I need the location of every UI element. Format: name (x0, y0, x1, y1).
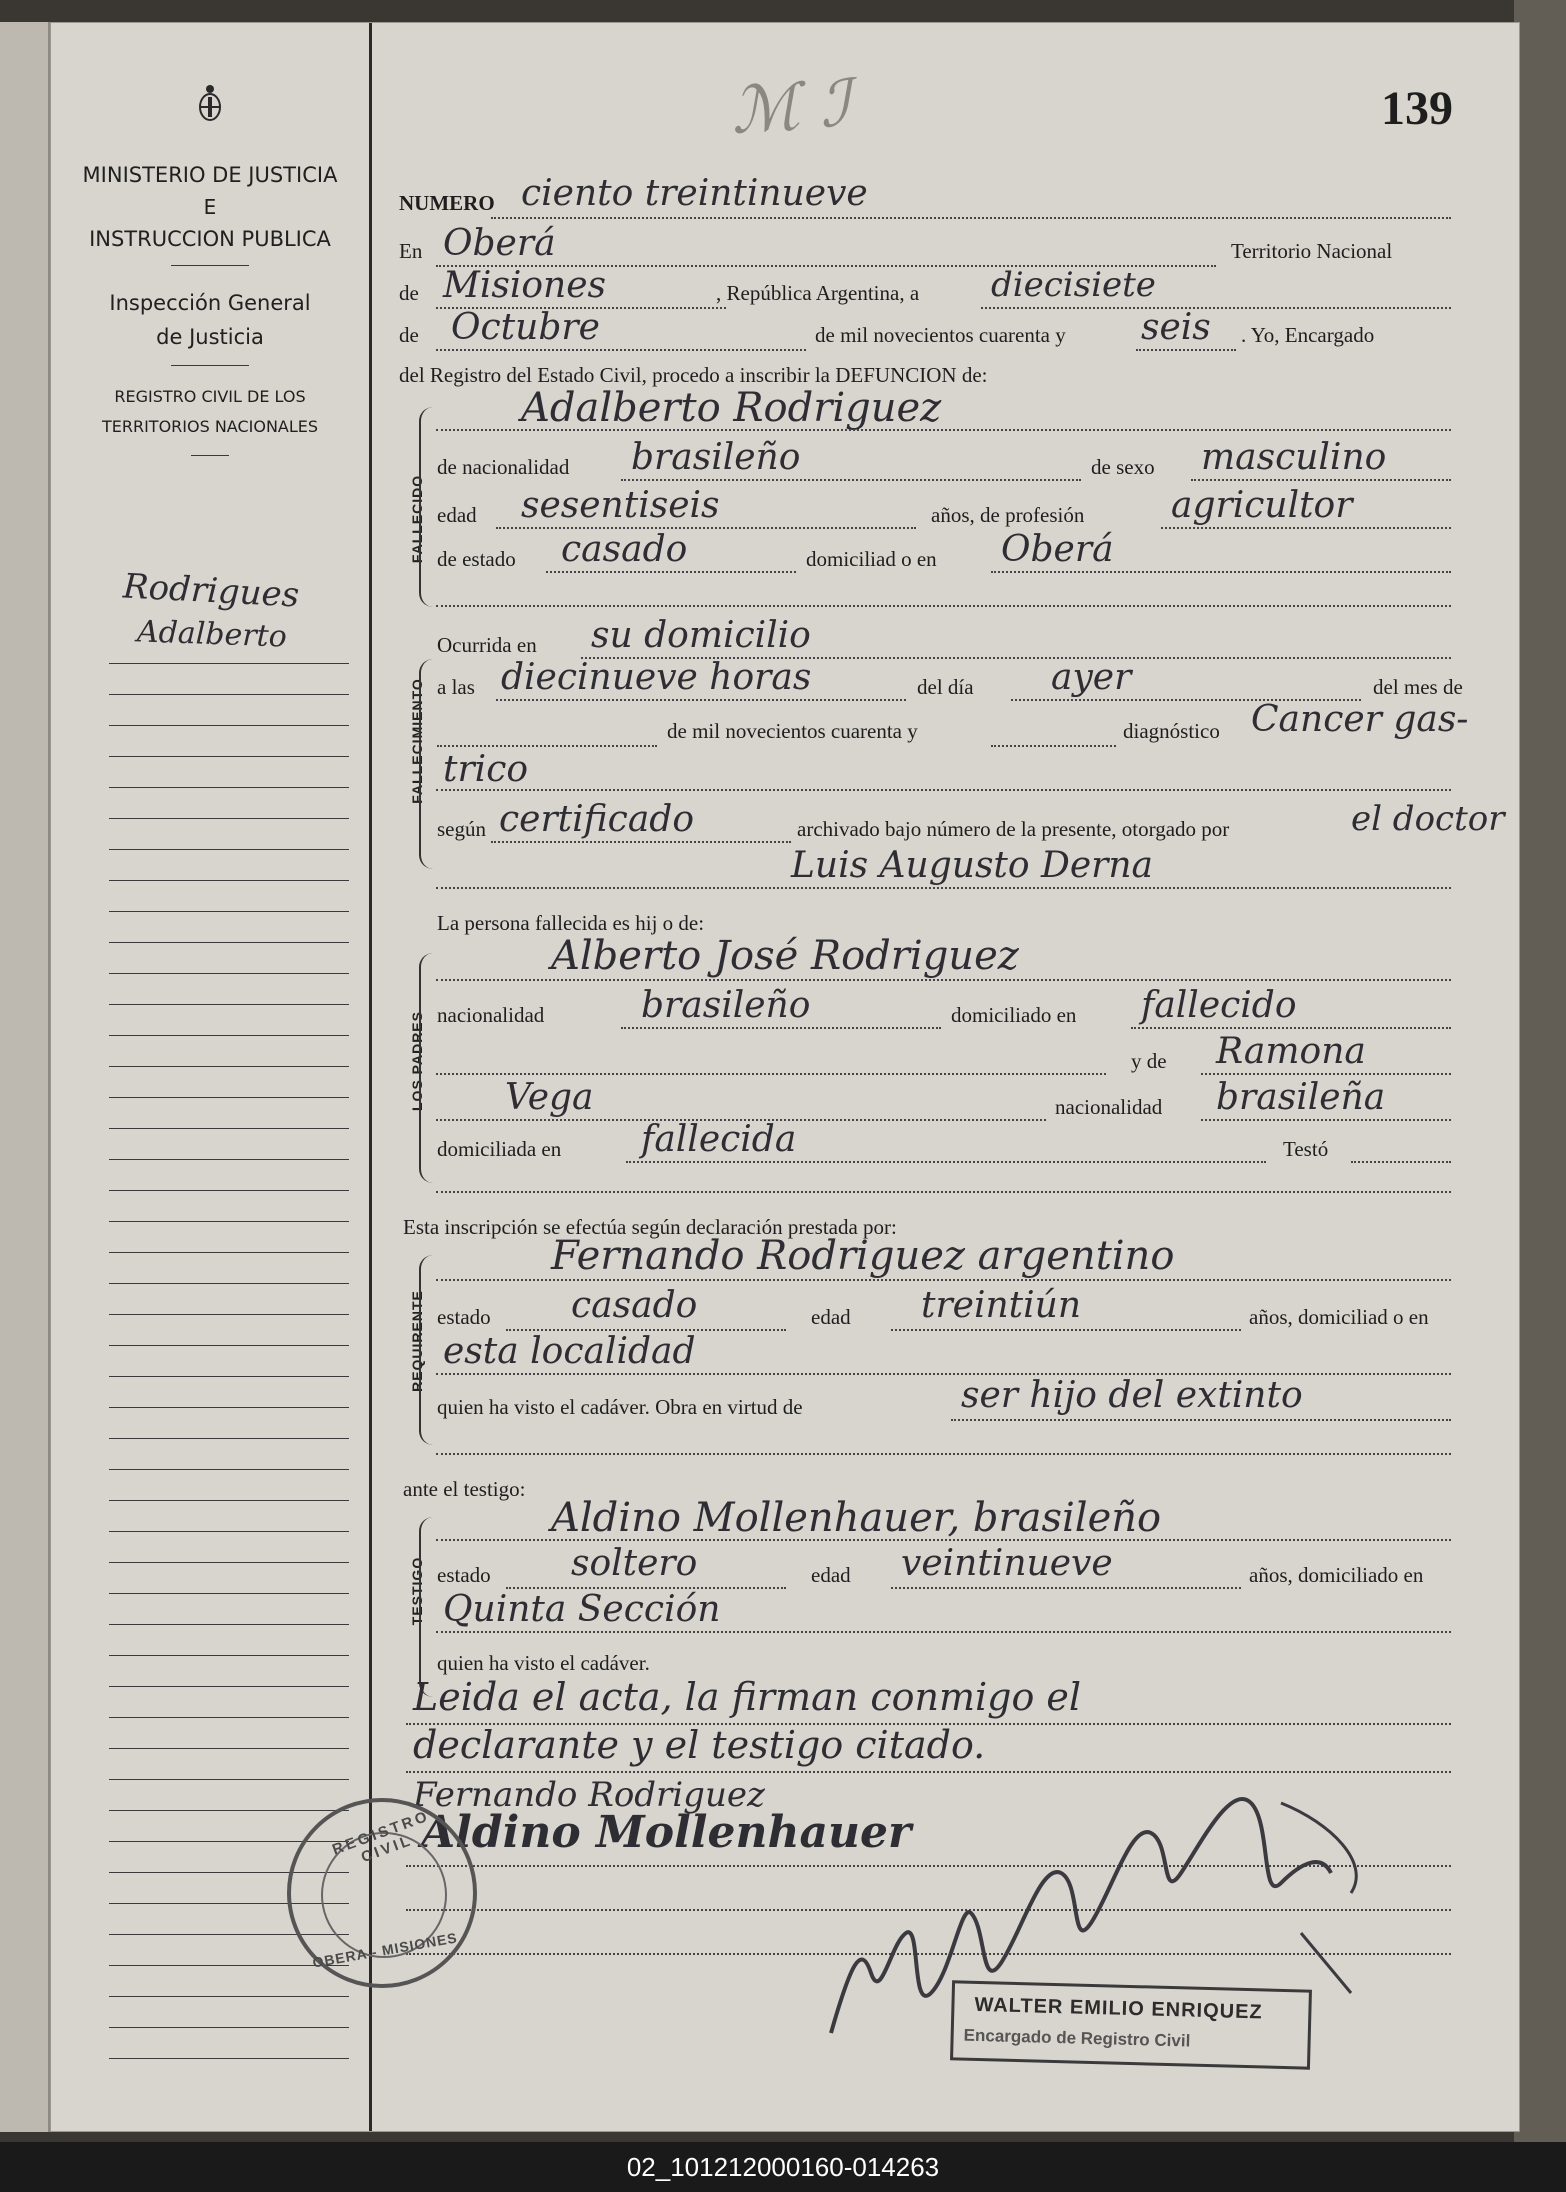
value-doctor-name: Luis Augusto Derna (791, 845, 1154, 886)
margin-ruled-line (109, 1438, 349, 1439)
section-fallecido: FALLECIDO (409, 474, 425, 564)
margin-ruled-line (109, 1500, 349, 1501)
margin-ruled-line (109, 1252, 349, 1253)
label-mother-dom: domiciliada en (437, 1137, 562, 1161)
margin-ruled-line (109, 1996, 349, 1997)
margin-ruled-line (109, 1376, 349, 1377)
previous-page-edge (0, 22, 50, 2132)
fill-line (981, 307, 1451, 309)
value-test-domicilio: Quinta Sección (443, 1589, 721, 1630)
value-dia: ayer (1051, 657, 1132, 698)
fill-line (991, 745, 1116, 747)
label-req-edad: edad (811, 1305, 851, 1329)
padres-intro: La persona fallecida es hij o de: (437, 911, 705, 935)
margin-ruled-line (109, 1593, 349, 1594)
margin-ruled-line (109, 911, 349, 912)
value-req-domicilio: esta localidad (443, 1331, 696, 1372)
label-mil-2: de mil novecientos cuarenta y (667, 719, 918, 743)
registry-seal (287, 1798, 477, 1988)
value-req-estado: casado (571, 1285, 698, 1326)
ministry-line-1: MINISTERIO DE JUSTICIA (82, 163, 338, 187)
margin-ruled-line (109, 973, 349, 974)
intro-text: del Registro del Estado Civil, procedo a inscribir la DEFUNCION de: (399, 363, 988, 387)
fill-line (436, 429, 1451, 431)
registry-line-1: REGISTRO CIVIL DE LOS (114, 387, 306, 406)
margin-ruled-line (109, 1097, 349, 1098)
margin-ruled-line (109, 1407, 349, 1408)
value-father-dom: fallecido (1141, 985, 1297, 1026)
margin-ruled-line (109, 880, 349, 881)
fill-line (436, 887, 1451, 889)
page-number: 139 (1381, 82, 1453, 135)
margin-ruled-line (109, 942, 349, 943)
margin-ruled-line (109, 1469, 349, 1470)
file-id: 02_101212000160-014263 (626, 2152, 940, 2182)
label-quien: quien ha visto el cadáver. Obra en virtud de (437, 1395, 803, 1419)
fill-line (891, 1587, 1241, 1589)
margin-ruled-line (109, 1283, 349, 1284)
seal-text-bottom: OBERA - MISIONES (311, 1929, 459, 1971)
margin-ruled-line (109, 756, 349, 757)
label-de: de (399, 281, 419, 305)
value-father-nac: brasileño (641, 985, 811, 1026)
margin-column (51, 23, 372, 2131)
margin-ruled-line (109, 1004, 349, 1005)
label-del-dia: del día (917, 675, 974, 699)
fill-line (491, 841, 791, 843)
label-req-estado: estado (437, 1305, 491, 1329)
fill-line (991, 571, 1451, 573)
section-brace (419, 953, 435, 1183)
margin-ruled-line (109, 1035, 349, 1036)
fill-line (436, 1073, 1106, 1075)
label-y-de: y de (1131, 1049, 1167, 1073)
label-edad: edad (437, 503, 477, 527)
margin-ruled-line (109, 663, 349, 664)
fill-line (1191, 479, 1451, 481)
fill-line (1201, 1119, 1451, 1121)
label-domicilio: domiciliad o en (806, 547, 937, 571)
fill-line (436, 1279, 1451, 1281)
registry-line-2: TERRITORIOS NACIONALES (101, 417, 319, 436)
value-en: Oberá (443, 223, 556, 264)
margin-ruled-line (109, 1686, 349, 1687)
margin-ruled-line (109, 1159, 349, 1160)
faint-initials: ℳ ℐ (728, 66, 853, 150)
label-mes: del mes de (1373, 675, 1463, 699)
label-father-dom: domiciliado en (951, 1003, 1077, 1027)
section-brace (419, 659, 435, 869)
officer-name: WALTER EMILIO ENRIQUEZ (974, 1993, 1263, 2024)
margin-ruled-line (109, 1221, 349, 1222)
ministry-line-3: INSTRUCCION PUBLICA (89, 227, 331, 251)
margin-ruled-line (109, 694, 349, 695)
label-test-edad: edad (811, 1563, 851, 1587)
value-diagnostico: Cancer gas- (1251, 699, 1469, 740)
inspection-line-2: de Justicia (156, 325, 264, 349)
value-mother-nac: brasileña (1216, 1077, 1386, 1118)
section-brace (419, 407, 435, 607)
label-test-estado: estado (437, 1563, 491, 1587)
value-virtud: ser hijo del extinto (961, 1375, 1303, 1416)
margin-ruled-line (109, 1531, 349, 1532)
margin-ruled-line (109, 818, 349, 819)
margin-ruled-line (109, 1562, 349, 1563)
margin-ruled-line (109, 725, 349, 726)
value-year: seis (1141, 307, 1211, 348)
value-numero: ciento treintinueve (521, 173, 868, 214)
register-page (50, 22, 1520, 2132)
signature-declarant: Fernando Rodriguez (413, 1775, 765, 1815)
testigo-name: Aldino Mollenhauer, brasileño (551, 1495, 1162, 1541)
section-requirente: REQUIRENTE (409, 1290, 425, 1392)
fill-line (496, 699, 906, 701)
value-edad: sesentiseis (521, 485, 720, 526)
value-estado: casado (561, 529, 688, 570)
fill-line (436, 1631, 1451, 1633)
mother-name-2: Vega (505, 1077, 594, 1118)
fill-line (1161, 527, 1451, 529)
margin-firstname: Adalberto (136, 614, 288, 655)
value-test-estado: soltero (571, 1543, 698, 1584)
fill-line (491, 217, 1451, 219)
divider (171, 365, 249, 366)
closing-line-2: declarante y el testigo citado. (413, 1723, 986, 1767)
label-anos-profesion: años, de profesión (931, 503, 1085, 527)
fill-line (436, 1453, 1451, 1455)
section-brace (419, 1255, 435, 1445)
label-test-quien: quien ha visto el cadáver. (437, 1651, 650, 1675)
testigo-intro: ante el testigo: (403, 1477, 526, 1501)
label-numero: NUMERO (399, 191, 495, 215)
label-a-las: a las (437, 675, 475, 699)
value-profesion: agricultor (1171, 485, 1353, 526)
officer-stamp (950, 1980, 1312, 2069)
label-month: de (399, 323, 419, 347)
label-testo: Testó (1283, 1137, 1329, 1161)
value-domicilio: Oberá (1001, 529, 1114, 570)
inspection-line-1: Inspección General (109, 291, 311, 315)
fill-line (626, 1161, 1266, 1163)
margin-ruled-line (109, 1066, 349, 1067)
fill-line (546, 571, 796, 573)
value-day: diecisiete (991, 265, 1156, 305)
requirente-intro: Esta inscripción se efectúa según declaración prestada por: (403, 1215, 897, 1239)
fill-line (436, 349, 806, 351)
signature-witness: Aldino Mollenhauer (421, 1807, 912, 1858)
seal-text-top: REGISTRO CIVIL (330, 1807, 433, 1867)
section-padres: LOS PADRES (409, 1011, 425, 1111)
value-de: Misiones (443, 265, 607, 306)
fill-line (436, 789, 1451, 791)
value-req-edad: treintiún (921, 1285, 1082, 1326)
fill-line (436, 1191, 1451, 1193)
margin-ruled-line (109, 1128, 349, 1129)
margin-ruled-line (109, 2027, 349, 2028)
margin-ruled-line (109, 849, 349, 850)
section-testigo: TESTIGO (409, 1556, 425, 1626)
label-yo: . Yo, Encargado (1241, 323, 1375, 347)
label-territorio: Territorio Nacional (1231, 239, 1393, 263)
officer-title: Encargado de Registro Civil (963, 2025, 1191, 2051)
fill-line (951, 1419, 1451, 1421)
value-diagnostico-2: trico (443, 749, 529, 790)
fill-line (436, 979, 1451, 981)
label-ocurrida: Ocurrida en (437, 633, 537, 657)
divider (191, 455, 229, 456)
fill-line (436, 1539, 1451, 1541)
margin-ruled-line (109, 787, 349, 788)
section-fallecimiento: FALLECIMIENTO (409, 678, 425, 804)
value-segun: certificado (499, 799, 695, 840)
margin-ruled-line (109, 1624, 349, 1625)
fill-line (1136, 349, 1236, 351)
fill-line (621, 1027, 941, 1029)
value-sexo: masculino (1201, 437, 1387, 478)
file-id-bar (0, 2142, 1566, 2192)
value-doctor: el doctor (1351, 799, 1505, 839)
margin-ruled-line (109, 1655, 349, 1656)
value-mother-dom: fallecida (641, 1119, 797, 1160)
value-a-las: diecinueve horas (501, 657, 812, 698)
margin-ruled-line (109, 1748, 349, 1749)
margin-ruled-line (109, 1314, 349, 1315)
label-en: En (399, 239, 423, 263)
label-req-anos: años, domiciliad o en (1249, 1305, 1429, 1329)
label-diagnostico: diagnóstico (1123, 719, 1220, 743)
label-father-nac: nacionalidad (437, 1003, 545, 1027)
label-segun: según (437, 817, 486, 841)
ministry-line-2: E (203, 195, 217, 219)
father-name: Alberto José Rodriguez (551, 933, 1019, 979)
label-nacionalidad: de nacionalidad (437, 455, 570, 479)
divider (171, 265, 249, 266)
label-archivado: archivado bajo número de la presente, otorgado por (797, 817, 1230, 841)
margin-surname: Rodrigues (122, 566, 301, 616)
margin-ruled-line (109, 1345, 349, 1346)
fill-line (891, 1329, 1241, 1331)
fill-line (437, 745, 657, 747)
label-mother-nac: nacionalidad (1055, 1095, 1163, 1119)
margin-ruled-line (109, 1190, 349, 1191)
label-sexo: de sexo (1091, 455, 1155, 479)
label-test-anos: años, domiciliado en (1249, 1563, 1424, 1587)
fill-line (1201, 1073, 1451, 1075)
fill-line (1131, 1027, 1451, 1029)
fill-line (496, 527, 916, 529)
coat-of-arms-icon (197, 83, 223, 123)
mother-name-1: Ramona (1216, 1031, 1366, 1072)
margin-ruled-line (109, 2058, 349, 2059)
fill-line (1351, 1161, 1451, 1163)
value-month: Octubre (451, 307, 600, 348)
margin-ruled-line (109, 1810, 349, 1811)
fill-line (436, 605, 1451, 607)
requirente-name: Fernando Rodriguez argentino (551, 1233, 1175, 1279)
margin-ruled-line (109, 1779, 349, 1780)
section-brace (419, 1517, 435, 1697)
deceased-name: Adalberto Rodriguez (521, 385, 942, 431)
value-nacionalidad: brasileño (631, 437, 801, 478)
fill-line (621, 479, 1081, 481)
label-mil: de mil novecientos cuarenta y (815, 323, 1066, 347)
label-estado: de estado (437, 547, 516, 571)
book-cover-edge (1514, 0, 1566, 2142)
value-test-edad: veintinueve (901, 1543, 1113, 1584)
label-republica: , República Argentina, a (716, 281, 920, 305)
margin-ruled-line (109, 1717, 349, 1718)
closing-line-1: Leida el acta, la firman conmigo el (413, 1675, 1082, 1719)
value-ocurrida: su domicilio (591, 615, 811, 656)
